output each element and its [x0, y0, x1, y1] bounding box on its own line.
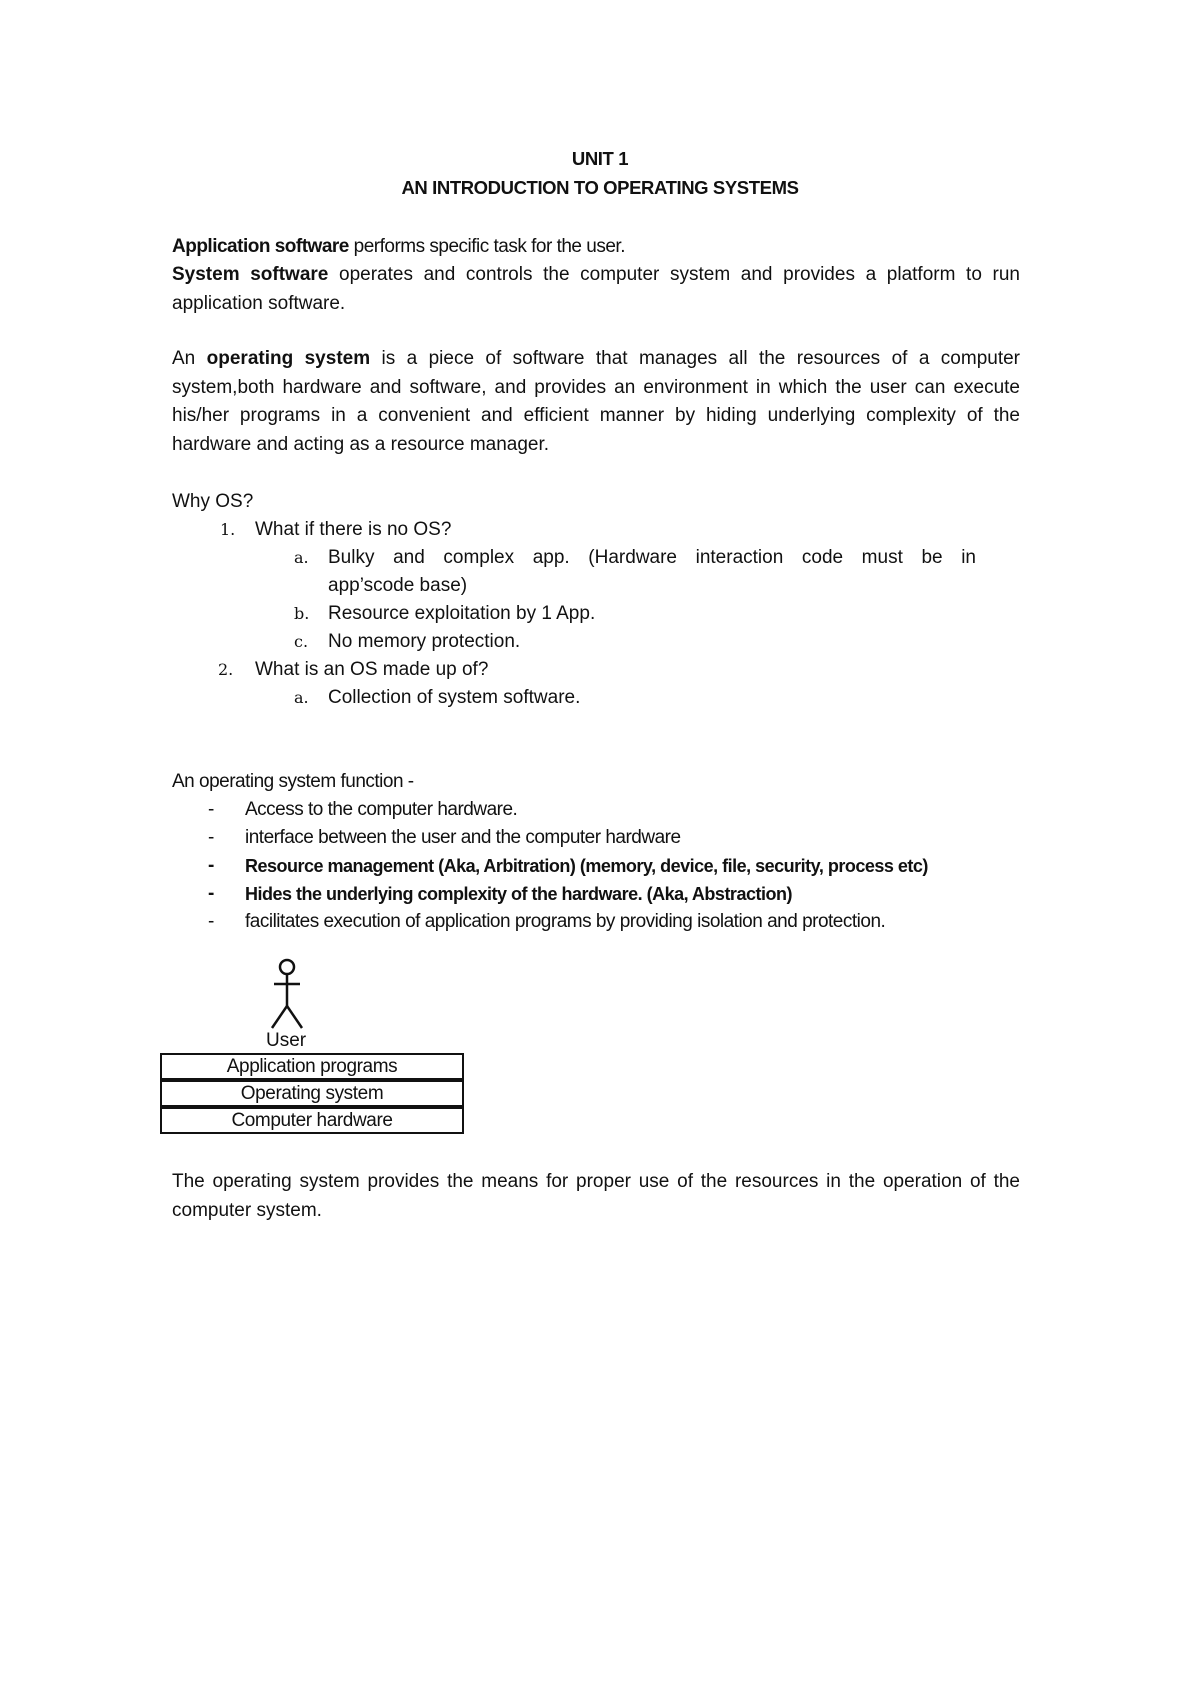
operating-system-term: operating system: [206, 348, 371, 369]
system-software-text: operates and controls the computer system and provides a platform to run application software.: [172, 264, 1020, 314]
page-title: AN INTRODUCTION TO OPERATING SYSTEMS: [401, 177, 799, 198]
functions-heading: An operating system function -: [172, 771, 414, 792]
user-stick-figure-icon: [268, 958, 306, 1030]
answer-letter: a.: [294, 548, 309, 567]
unit-heading: UNIT 1: [571, 148, 629, 169]
os-definition-prefix: An: [172, 348, 207, 369]
answer-letter: a.: [294, 688, 309, 707]
bullet: -: [208, 911, 215, 932]
question-number: 2.: [218, 660, 234, 679]
answer-text: Collection of system software.: [328, 687, 581, 708]
function-item: Resource management (Aka, Arbitration) (memory, device, file, security, process etc): [245, 856, 928, 876]
operating-system-definition: [172, 345, 1020, 459]
function-item: interface between the user and the computer hardware: [245, 827, 681, 848]
question-text: What if there is no OS?: [255, 519, 452, 540]
why-os-heading: Why OS?: [172, 491, 254, 512]
answer-text: No memory protection.: [328, 631, 521, 652]
answer-text: Bulky and complex app. (Hardware interaction code must be in: [328, 547, 976, 568]
function-item: Access to the computer hardware.: [245, 799, 518, 820]
function-item: facilitates execution of application programs by providing isolation and protection.: [245, 911, 886, 932]
user-label: User: [266, 1030, 307, 1051]
answer-text-continued: app’scode base): [328, 575, 468, 596]
answer-text: Resource exploitation by 1 App.: [328, 603, 596, 624]
layer-computer-hardware: Computer hardware: [160, 1107, 464, 1134]
bullet: -: [208, 855, 215, 876]
conclusion-paragraph: The operating system provides the means for proper use of the resources in the operation of the computer system.: [172, 1171, 1020, 1221]
answer-letter: c.: [294, 632, 309, 651]
system-software-term: System software: [172, 264, 329, 285]
layer-application-programs: Application programs: [160, 1053, 464, 1080]
bullet: -: [208, 883, 215, 904]
application-software-text: performs specific task for the user.: [348, 236, 625, 257]
layer-operating-system: Operating system: [160, 1080, 464, 1107]
function-item: Hides the underlying complexity of the hardware. (Aka, Abstraction): [245, 884, 792, 904]
os-definition-text: is a piece of software that manages all the resources of a computer system,both hardware and software, and provides an environment in which the user can execute his/her programs in a convenient and efficient manner by hiding underlying complexity of the hardware and acting as a resource manager.: [172, 348, 1021, 455]
system-software-definition: [172, 261, 1020, 318]
application-software-term: Application software: [172, 236, 349, 257]
question-text: What is an OS made up of?: [255, 659, 489, 680]
bullet: -: [208, 799, 215, 820]
bullet: -: [208, 827, 215, 848]
answer-letter: b.: [294, 604, 310, 623]
question-number: 1.: [220, 520, 236, 539]
application-software-definition: [172, 233, 625, 261]
